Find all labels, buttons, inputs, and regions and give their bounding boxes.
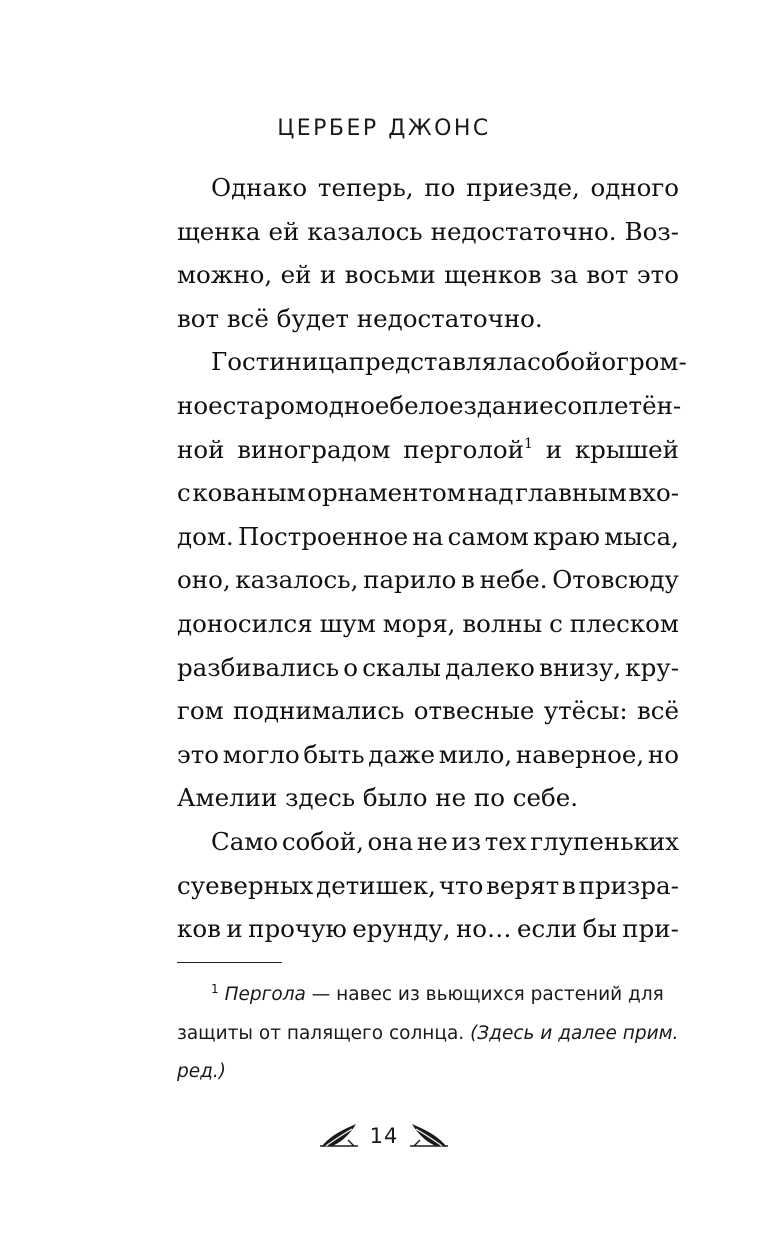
word: кру- xyxy=(625,652,679,682)
word: ерунду, xyxy=(352,914,451,944)
p2-l3-word: крышей xyxy=(574,434,679,464)
word: мило, xyxy=(438,739,513,769)
p1-line-2 xyxy=(177,210,679,254)
word: собой, xyxy=(281,826,364,856)
word: отвесные xyxy=(413,696,535,726)
p2-l3-word: виноградом xyxy=(237,434,391,464)
word: даже xyxy=(368,739,435,769)
word: далеко xyxy=(445,652,535,682)
word: щенка xyxy=(177,216,261,246)
word: прочую xyxy=(248,914,347,944)
word: верят xyxy=(486,870,560,900)
word: но… xyxy=(455,914,512,944)
word: приезде, xyxy=(466,173,580,202)
word: вхо- xyxy=(628,478,679,508)
word: с xyxy=(553,390,568,420)
p2-line-11: Амелии здесь было не по себе. xyxy=(177,783,579,813)
word: можно, xyxy=(177,260,273,290)
p1-line-1 xyxy=(177,166,679,210)
word: казалось, xyxy=(235,565,359,595)
word: в xyxy=(461,565,475,595)
page-number: 14 xyxy=(369,1124,399,1148)
word: Само xyxy=(211,826,279,856)
word: при- xyxy=(622,914,679,944)
word: могло xyxy=(222,739,300,769)
footnote-text: — навес из вьющихся растений для xyxy=(305,984,664,1005)
word: огром- xyxy=(601,347,687,377)
word: бы xyxy=(582,914,617,944)
word: моря, xyxy=(382,608,456,638)
word: Однако xyxy=(211,173,308,202)
word: щенков xyxy=(444,260,542,290)
p2-line-5 xyxy=(177,515,679,559)
running-header: ЦЕРБЕР ДЖОНС xyxy=(277,116,491,141)
word: с xyxy=(177,478,191,508)
footnote xyxy=(177,976,679,1091)
word: небе. xyxy=(479,565,548,595)
p3-line-1 xyxy=(177,820,679,864)
p2-line-1 xyxy=(177,340,687,384)
word: гом xyxy=(177,696,224,726)
word: одного xyxy=(590,173,679,202)
word: Гостиница xyxy=(211,347,349,377)
word: призра- xyxy=(578,870,679,900)
p2-line-2 xyxy=(177,384,682,428)
word: парило xyxy=(363,565,457,595)
word: тех xyxy=(484,826,527,856)
word: всё xyxy=(636,696,679,726)
word: самом xyxy=(447,521,529,551)
footnote-term: Пергола xyxy=(224,984,306,1005)
footnote-divider xyxy=(177,962,282,963)
footnote-line-3 xyxy=(177,1053,679,1091)
p2-line-3 xyxy=(177,428,679,472)
word: не xyxy=(416,826,448,856)
p1-line-4: вот всё будет недостаточно. xyxy=(177,303,543,333)
word: дом. xyxy=(177,521,234,551)
word: это xyxy=(177,739,220,769)
p2-line-10 xyxy=(177,733,679,777)
leaf-ornament-right-icon xyxy=(408,1122,450,1150)
word: теперь, xyxy=(317,173,414,202)
word: если xyxy=(517,914,578,944)
word: восьми xyxy=(344,260,436,290)
word: с xyxy=(549,608,563,638)
word: казалось xyxy=(307,216,423,246)
p2-l3-word: и xyxy=(545,434,563,464)
word: оплетён- xyxy=(567,390,682,420)
word: доносился xyxy=(177,608,313,638)
word: из xyxy=(451,826,482,856)
word: быть xyxy=(303,739,365,769)
word: утёсы: xyxy=(543,696,628,726)
word: представляла xyxy=(348,347,528,377)
p2-line-6 xyxy=(177,558,679,602)
word: оно, xyxy=(177,565,231,595)
word: шум xyxy=(319,608,376,638)
page-footer xyxy=(0,1122,768,1150)
word: она xyxy=(367,826,414,856)
p1-line-3 xyxy=(177,253,679,297)
footnote-line-2 xyxy=(177,1015,679,1053)
word: ей xyxy=(268,216,300,246)
word: над xyxy=(467,478,514,508)
footnote-mark: 1 xyxy=(211,982,219,996)
word: плеском xyxy=(569,608,679,638)
word: детишек, xyxy=(316,870,436,900)
leaf-ornament-left-icon xyxy=(318,1122,360,1150)
word: здание xyxy=(463,390,554,420)
footnote-editor-note: ред.) xyxy=(177,1061,227,1082)
word: по xyxy=(424,173,456,202)
word: Построенное xyxy=(237,521,409,551)
main-text xyxy=(177,166,687,951)
word: это xyxy=(636,260,679,290)
word: вот xyxy=(586,260,629,290)
pergola-word: перголой$^1$ xyxy=(403,434,533,464)
footnote-editor-note: (Здесь и далее прим. xyxy=(470,1023,679,1044)
word: кованым xyxy=(192,478,306,508)
word: ное xyxy=(177,390,223,420)
word: орнаментом xyxy=(307,478,466,508)
p3-line-2 xyxy=(177,864,679,908)
word: внизу, xyxy=(539,652,622,682)
word: главным xyxy=(515,478,627,508)
word: недостаточно. xyxy=(430,216,617,246)
word: за xyxy=(549,260,578,290)
word: но xyxy=(647,739,679,769)
word: Воз- xyxy=(624,216,679,246)
word: наверное, xyxy=(515,739,645,769)
footnote-ref[interactable]: 1 xyxy=(524,435,533,452)
word: ей xyxy=(280,260,312,290)
word: разбивались xyxy=(177,652,340,682)
word: мыса, xyxy=(604,521,679,551)
word: поднимались xyxy=(232,696,405,726)
word: старомодное xyxy=(222,390,390,420)
word: что xyxy=(438,870,484,900)
footnote-text: защиты от палящего солнца. xyxy=(177,1023,471,1044)
word: ков xyxy=(177,914,221,944)
word: белое xyxy=(389,390,464,420)
word: о xyxy=(343,652,359,682)
word: и xyxy=(319,260,337,290)
word: Отовсюду xyxy=(552,565,679,595)
p2-line-8 xyxy=(177,646,679,690)
word: суеверных xyxy=(177,870,314,900)
word: и xyxy=(226,914,243,944)
p2-line-4 xyxy=(177,471,679,515)
word: волны xyxy=(462,608,543,638)
p3-line-3 xyxy=(177,907,679,951)
footnote-line-1 xyxy=(177,976,679,1015)
word: на xyxy=(412,521,444,551)
word: собой xyxy=(527,347,602,377)
word: глупеньких xyxy=(530,826,679,856)
word: скалы xyxy=(362,652,441,682)
p2-line-7 xyxy=(177,602,679,646)
word: в xyxy=(562,870,576,900)
p2-l3-word: ной xyxy=(177,434,225,464)
word: краю xyxy=(533,521,600,551)
p2-line-9 xyxy=(177,689,679,733)
